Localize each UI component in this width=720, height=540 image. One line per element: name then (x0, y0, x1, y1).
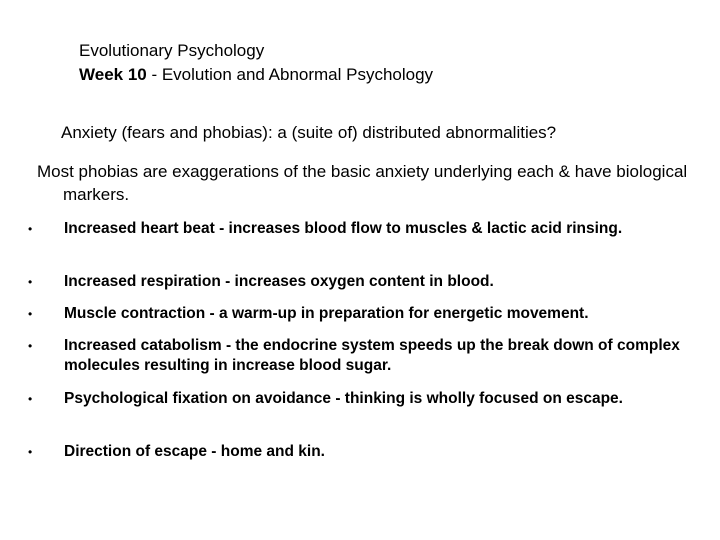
slide-header (79, 39, 433, 87)
list-item-text: Increased catabolism - the endocrine system speeds up the break down of complex molecules resulting in increase blood sugar. (64, 337, 680, 374)
list-item (28, 442, 718, 462)
bullet-icon: • (28, 339, 33, 353)
list-item-text: Muscle contraction - a warm-up in preparation for energetic movement. (64, 305, 589, 322)
bullet-icon: • (28, 275, 33, 289)
intro-paragraph: Most phobias are exaggerations of the basic anxiety underlying each & have biological markers. (37, 162, 688, 204)
list-item (28, 304, 718, 324)
bullet-icon: • (28, 445, 33, 459)
list-item-text: Increased heart beat - increases blood flow to muscles & lactic acid rinsing. (64, 220, 623, 237)
week-heading (79, 63, 433, 87)
list-item-text: Direction of escape - home and kin. (64, 443, 325, 460)
list-item (28, 336, 718, 376)
topic-question: Anxiety (fears and phobias): a (suite of) distributed abnormalities? (61, 123, 557, 142)
list-item-text: Psychological fixation on avoidance - thinking is wholly focused on escape. (64, 390, 623, 407)
list-item (28, 272, 718, 292)
list-item (28, 389, 718, 409)
list-item-text: Increased respiration - increases oxygen content in blood. (64, 273, 494, 290)
bullet-icon: • (28, 222, 33, 236)
week-label: Week 10 (79, 65, 147, 84)
week-title: - Evolution and Abnormal Psychology (146, 65, 434, 84)
course-title: Evolutionary Psychology (79, 41, 265, 60)
bullet-icon: • (28, 392, 33, 406)
bullet-icon: • (28, 307, 33, 321)
list-item (28, 219, 718, 239)
